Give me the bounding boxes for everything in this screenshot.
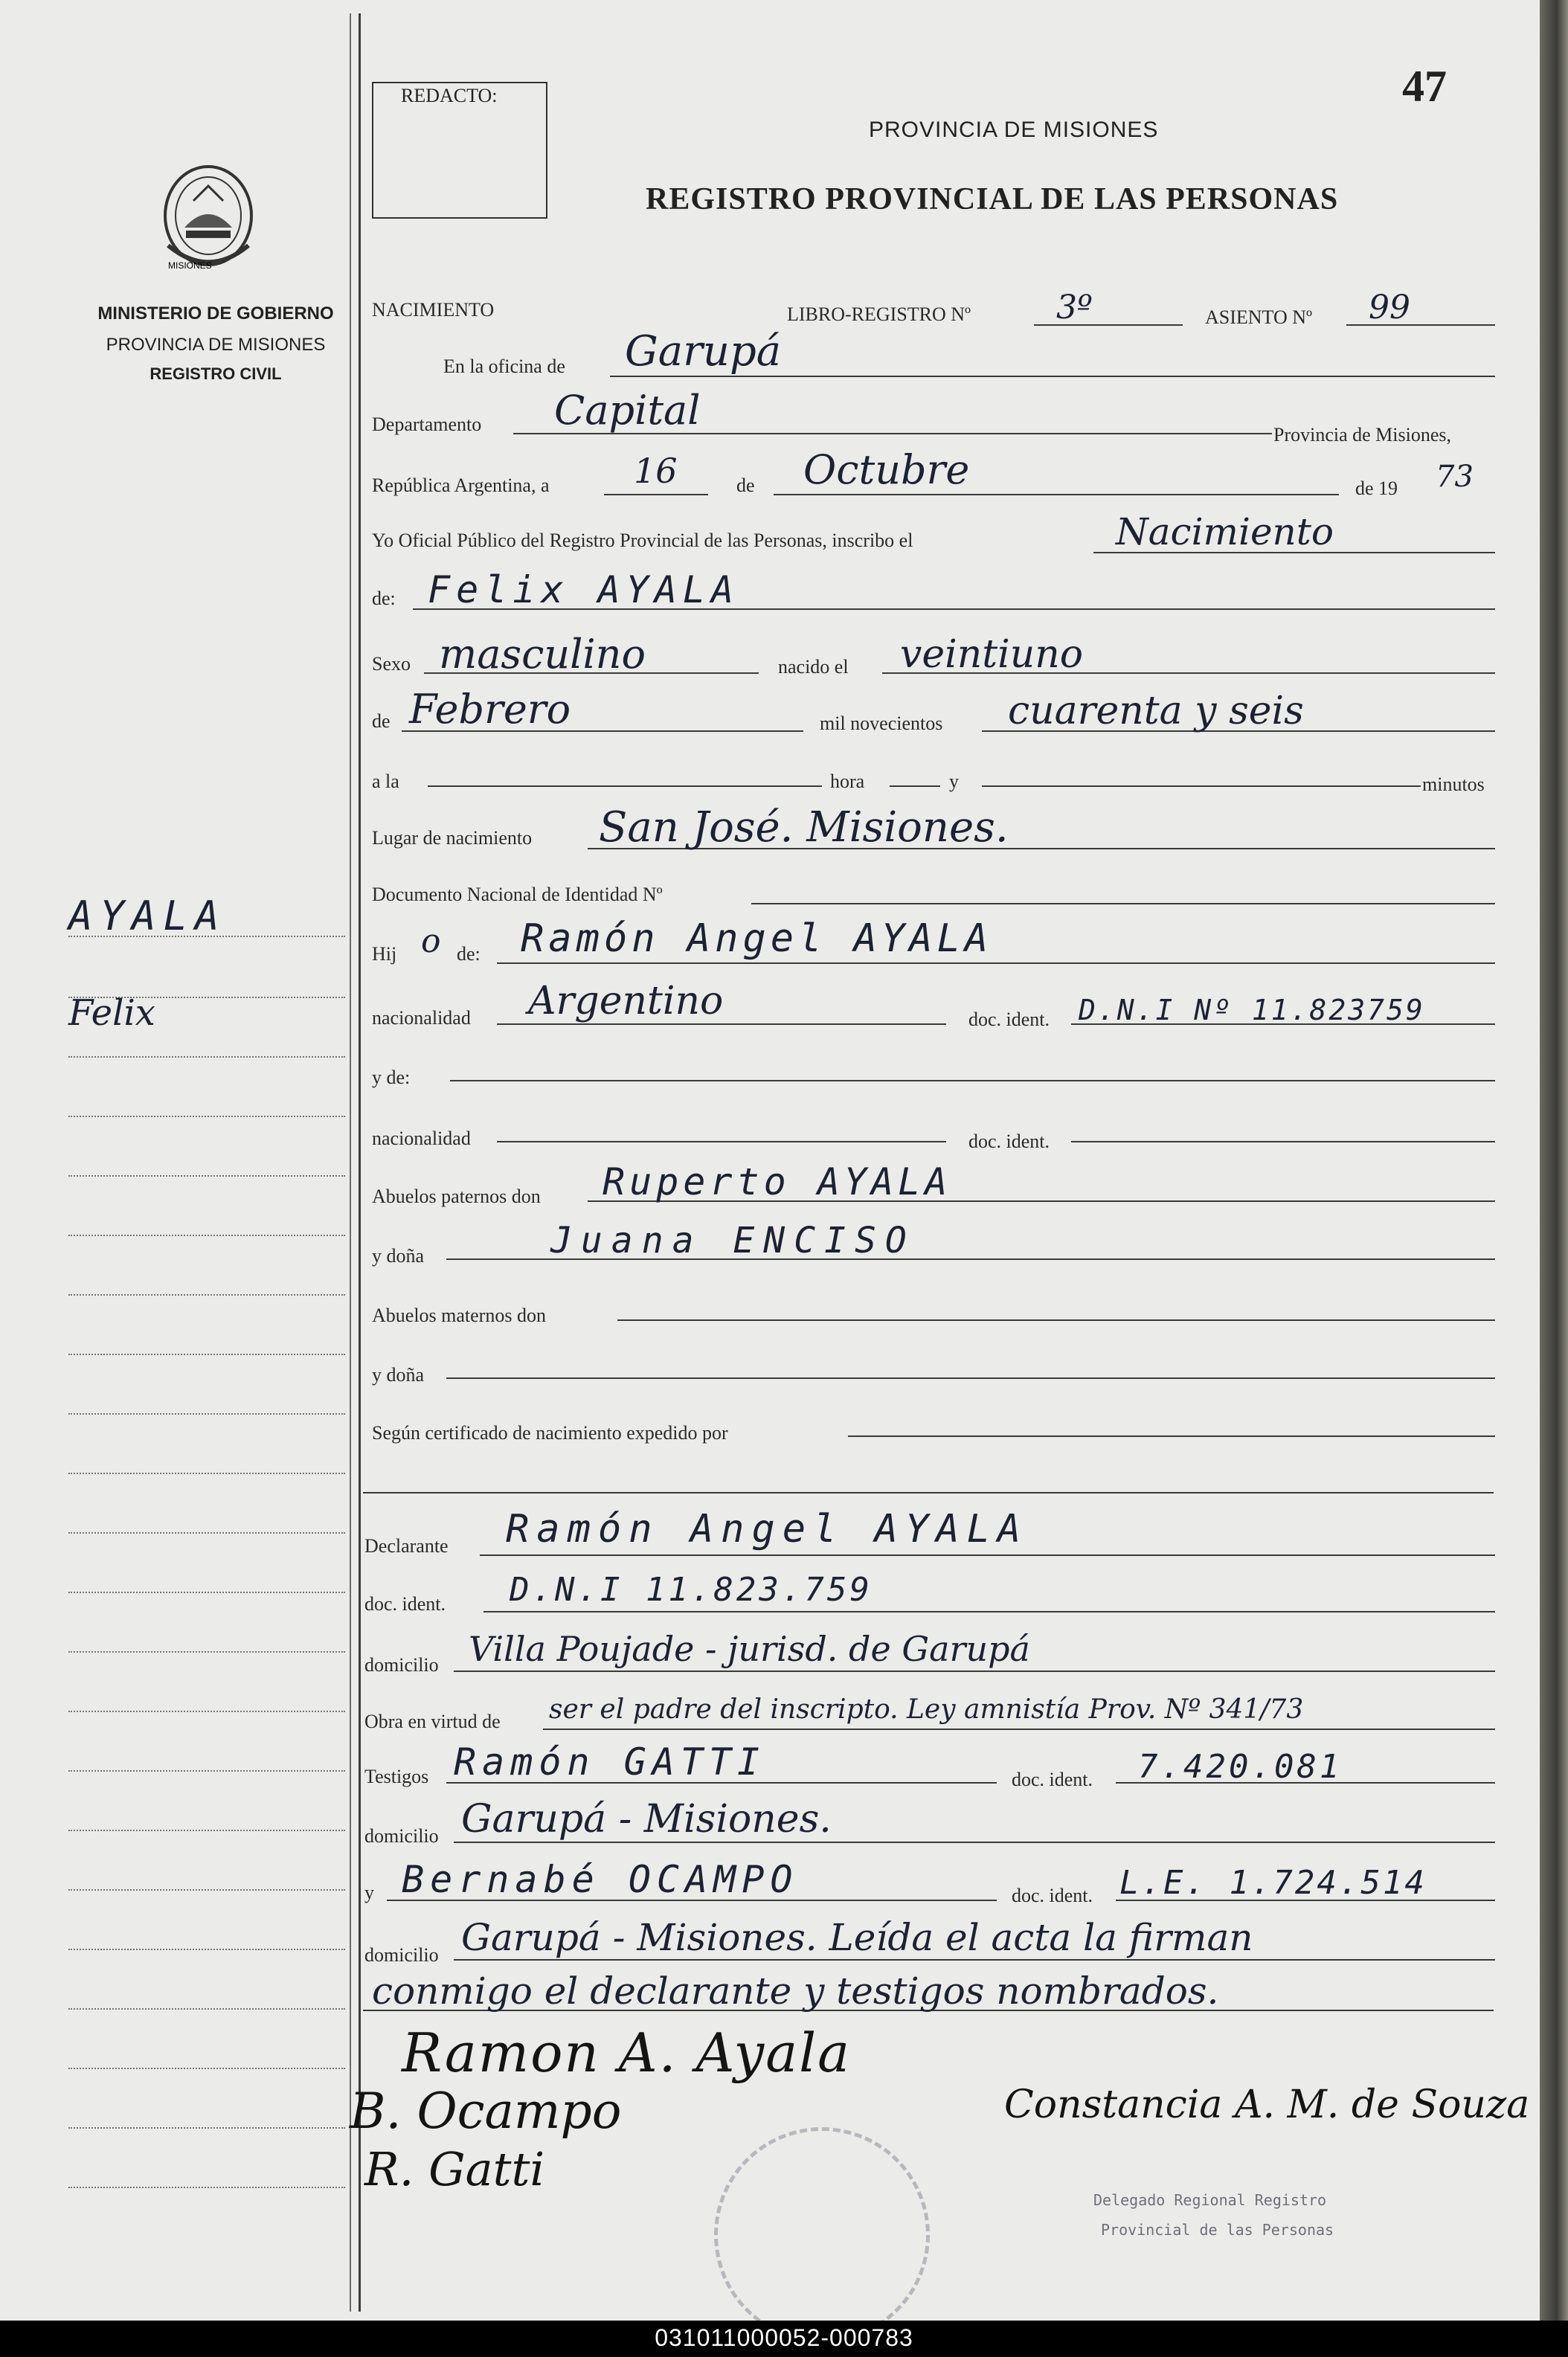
label-doc-ident-testigo1: doc. ident. xyxy=(1012,1769,1093,1790)
line-nacionalidad-padre xyxy=(497,1023,946,1025)
line-domicilio-testigo2 xyxy=(454,1959,1495,1961)
label-obra-en-virtud: Obra en virtud de xyxy=(364,1711,501,1732)
line-mes xyxy=(774,494,1339,495)
line-documento-nacional xyxy=(751,903,1495,904)
value-declarante: Ramón Angel AYALA xyxy=(506,1507,1029,1551)
margin-line xyxy=(68,1711,345,1712)
label-doc-ident-declarante: doc. ident. xyxy=(364,1593,446,1615)
label-oficina: En la oficina de xyxy=(443,356,565,377)
line-madre xyxy=(450,1080,1495,1081)
margin-line xyxy=(68,1235,345,1236)
label-declarante: Declarante xyxy=(364,1535,449,1557)
value-nombre: Felix AYALA xyxy=(428,568,740,611)
label-de-19: de 19 xyxy=(1355,477,1398,499)
margin-line xyxy=(68,2068,345,2069)
label-domicilio-testigo2: domicilio xyxy=(364,1944,439,1966)
margin-line xyxy=(68,1949,345,1950)
signature-testigo-gatti: R. Gatti xyxy=(364,2142,545,2196)
stamp-line1: Delegado Regional Registro xyxy=(1093,2191,1327,2209)
label-departamento: Departamento xyxy=(372,414,482,435)
value-obra-en-virtud: ser el padre del inscripto. Ley amnistía Prov. Nº 341/73 xyxy=(549,1694,1304,1725)
value-abuela-paterna: Juana ENCISO xyxy=(550,1220,916,1261)
label-nacionalidad-madre: nacionalidad xyxy=(372,1128,471,1149)
value-nacido-el: veintiuno xyxy=(900,632,1084,677)
value-hij-suffix: o xyxy=(421,922,441,960)
label-y-dona-materna: y doña xyxy=(372,1364,425,1386)
label-y: y xyxy=(949,771,959,792)
page-number: 47 xyxy=(1402,62,1447,111)
label-libro-registro: LIBRO-REGISTRO Nº xyxy=(787,303,971,325)
label-republica: República Argentina, a xyxy=(372,475,550,496)
line-abuela-materna xyxy=(446,1377,1495,1379)
line-certificado xyxy=(848,1435,1495,1437)
value-inscribo: Nacimiento xyxy=(1116,510,1334,553)
label-nacido-el: nacido el xyxy=(778,656,849,678)
margin-given-name: Felix xyxy=(68,992,155,1034)
ministry-province: PROVINCIA DE MISIONES xyxy=(106,335,326,355)
margin-line xyxy=(68,1354,345,1355)
label-lugar-nacimiento: Lugar de nacimiento xyxy=(372,827,533,849)
label-mil-novecientos: mil novecientos xyxy=(820,713,943,734)
value-lugar-nacimiento: San José. Misiones. xyxy=(599,803,1009,852)
label-nacimiento: NACIMIENTO xyxy=(372,299,495,321)
margin-line xyxy=(68,1056,345,1058)
value-sexo: masculino xyxy=(439,631,646,678)
margin-line xyxy=(68,1532,345,1534)
margin-line xyxy=(68,2127,345,2129)
value-abuelo-paterno: Ruperto AYALA xyxy=(603,1160,952,1203)
label-testigos: Testigos xyxy=(364,1766,429,1787)
value-testigo2-domicilio: Garupá - Misiones. Leída el acta la firman xyxy=(461,1916,1253,1959)
value-padre-nacionalidad: Argentino xyxy=(528,979,724,1023)
label-domicilio-declarante: domicilio xyxy=(364,1654,439,1676)
ministry-name: MINISTERIO DE GOBIERNO xyxy=(97,303,334,324)
value-anio: 73 xyxy=(1436,460,1474,494)
value-testigo1-domicilio: Garupá - Misiones. xyxy=(461,1797,832,1842)
stamp-line2: Provincial de las Personas xyxy=(1101,2221,1334,2239)
line-domicilio-declarante xyxy=(454,1671,1495,1672)
line-obra-en-virtud xyxy=(543,1729,1495,1730)
label-sexo: Sexo xyxy=(372,653,411,675)
line-declarante xyxy=(480,1554,1495,1556)
label-domicilio-testigo1: domicilio xyxy=(364,1825,439,1847)
value-libro-numero: 3º xyxy=(1056,289,1093,327)
margin-line xyxy=(68,1592,345,1593)
footer-bar xyxy=(0,2321,1568,2357)
value-testigo1: Ramón GATTI xyxy=(454,1740,766,1784)
label-asiento: ASIENTO Nº xyxy=(1205,306,1313,328)
margin-line xyxy=(68,1175,345,1177)
line-abuelo-materno xyxy=(617,1319,1495,1321)
label-y-testigo2: y xyxy=(364,1882,374,1903)
value-nacido-mes: Febrero xyxy=(409,686,571,733)
value-mes: Octubre xyxy=(803,446,970,493)
margin-line xyxy=(68,2187,345,2188)
value-oficina: Garupá xyxy=(625,327,782,376)
label-nacionalidad-padre: nacionalidad xyxy=(372,1007,471,1029)
seal-caption: MISIONES xyxy=(168,260,212,271)
margin-line xyxy=(68,1770,345,1772)
label-provincia: Provincia de Misiones, xyxy=(1273,424,1452,446)
label-a-la: a la xyxy=(372,771,399,792)
label-documento-nacional: Documento Nacional de Identidad Nº xyxy=(372,884,663,905)
redacto-label: REDACTO: xyxy=(398,85,501,107)
value-testigo2-doc: L.E. 1.724.514 xyxy=(1119,1864,1427,1902)
label-de: de xyxy=(736,475,755,496)
value-dia: 16 xyxy=(634,451,678,491)
margin-line xyxy=(68,1473,345,1474)
label-doc-ident-madre: doc. ident. xyxy=(968,1131,1050,1152)
margin-line xyxy=(68,2008,345,2010)
ministry-registry: REGISTRO CIVIL xyxy=(150,364,282,383)
margin-line xyxy=(68,1830,345,1831)
margin-line xyxy=(68,1651,345,1653)
value-declarante-domicilio: Villa Poujade - jurisd. de Garupá xyxy=(469,1629,1030,1669)
label-abuelos-maternos: Abuelos maternos don xyxy=(372,1305,546,1326)
line-doc-declarante xyxy=(483,1611,1495,1612)
line-minutos xyxy=(982,785,1421,787)
label-hij: Hij xyxy=(372,943,397,965)
left-column-rule-inner xyxy=(350,13,351,2312)
margin-line xyxy=(68,1294,345,1296)
line-certificado-2 xyxy=(363,1492,1494,1493)
line-domicilio-testigo1 xyxy=(454,1842,1495,1843)
value-padre: Ramón Angel AYALA xyxy=(521,916,993,961)
value-testigo1-doc: 7.420.081 xyxy=(1138,1748,1343,1786)
label-y-de: y de: xyxy=(372,1067,411,1088)
line-hora xyxy=(428,785,822,787)
margin-line xyxy=(68,1889,345,1891)
label-de-nombre: de: xyxy=(372,588,396,609)
line-nacionalidad-madre xyxy=(497,1141,946,1142)
label-abuelos-paternos: Abuelos paternos don xyxy=(372,1186,541,1207)
label-doc-ident-padre: doc. ident. xyxy=(968,1009,1050,1030)
value-declarante-doc: D.N.I 11.823.759 xyxy=(510,1571,873,1609)
margin-line xyxy=(68,1116,345,1117)
label-hora: hora xyxy=(830,771,865,792)
label-y-dona-paterna: y doña xyxy=(372,1245,425,1267)
book-binding xyxy=(1540,0,1568,2321)
margin-line xyxy=(68,1413,345,1415)
label-doc-ident-testigo2: doc. ident. xyxy=(1012,1885,1093,1906)
value-padre-doc: D.N.I Nº 11.823759 xyxy=(1079,994,1425,1026)
label-de-mes: de xyxy=(372,710,391,732)
province-title: PROVINCIA DE MISIONES xyxy=(869,118,1159,142)
line-hora-y xyxy=(890,785,940,787)
value-testigo2: Bernabé OCAMPO xyxy=(402,1858,799,1901)
label-de-padre: de: xyxy=(457,943,481,965)
line-oficina xyxy=(610,376,1495,377)
footer-document-id: 031011000052-000783 xyxy=(655,2324,913,2351)
signature-oficial: Constancia A. M. de Souza xyxy=(1004,2083,1530,2127)
registry-title: REGISTRO PROVINCIAL DE LAS PERSONAS xyxy=(646,182,1339,216)
label-minutos: minutos xyxy=(1422,774,1485,795)
left-column-rule xyxy=(359,13,361,2312)
signature-testigo-ocampo: B. Ocampo xyxy=(350,2083,622,2140)
value-nacido-anio: cuarenta y seis xyxy=(1008,689,1304,733)
signature-declarante: Ramon A. Ayala xyxy=(402,2022,852,2084)
value-closing: conmigo el declarante y testigos nombrados. xyxy=(372,1969,1219,2013)
label-yo-oficial: Yo Oficial Público del Registro Provincial de las Personas, inscribo el xyxy=(372,530,913,551)
official-stamp-circle xyxy=(714,2127,930,2343)
line-padre xyxy=(497,962,1495,964)
label-segun-certificado: Según certificado de nacimiento expedido por xyxy=(372,1422,728,1444)
value-departamento: Capital xyxy=(554,387,701,434)
margin-surname: AYALA xyxy=(68,893,227,939)
line-dia xyxy=(604,494,708,495)
line-doc-madre xyxy=(1071,1141,1495,1142)
value-asiento-numero: 99 xyxy=(1369,289,1410,327)
